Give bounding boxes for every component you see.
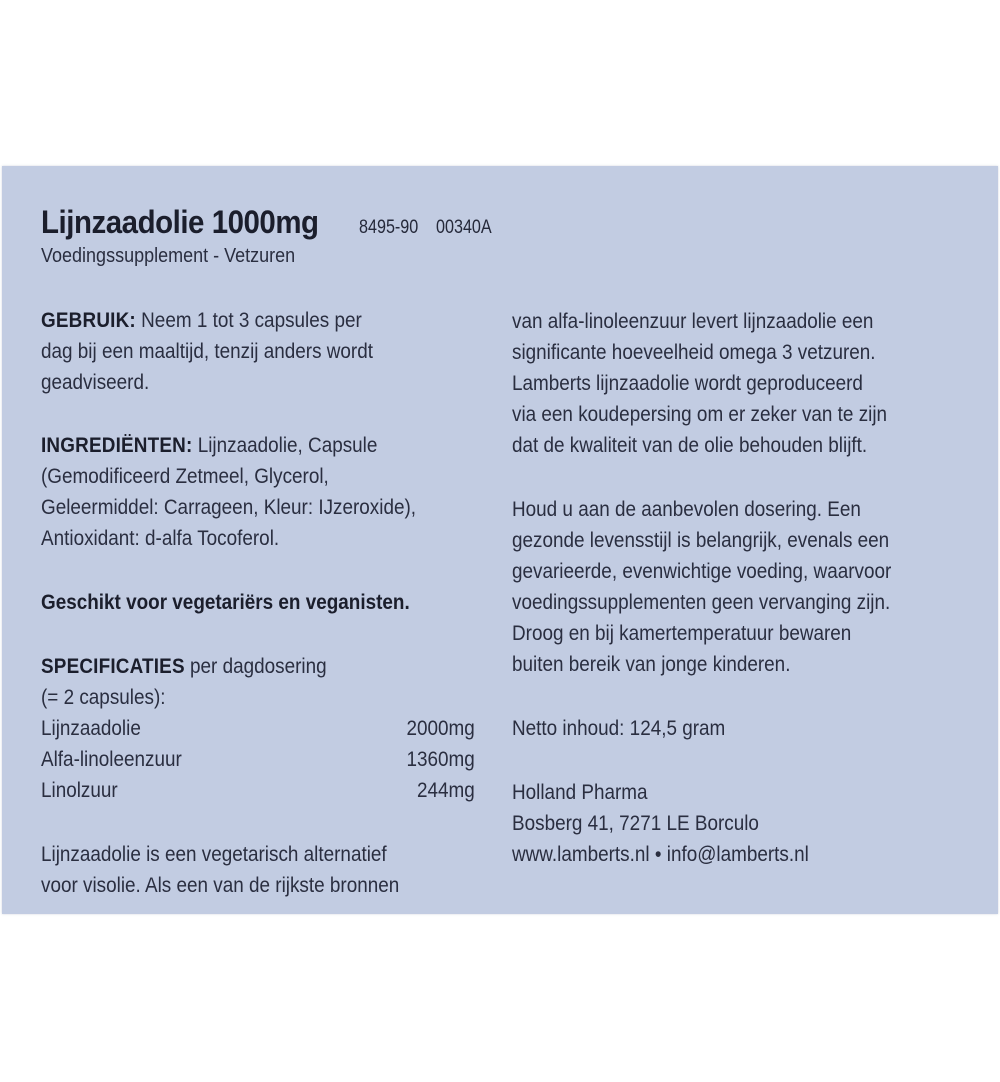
- description-line: voor visolie. Als een van de rijkste bronnen: [41, 874, 400, 897]
- ingredients-line: (Gemodificeerd Zetmeel, Glycerol,: [41, 465, 329, 488]
- product-subtitle: Voedingssupplement - Vetzuren: [41, 245, 296, 267]
- bullet-separator: •: [654, 843, 662, 866]
- right-column: [512, 306, 982, 870]
- description-right: [512, 306, 935, 461]
- company-name: Holland Pharma: [512, 781, 648, 804]
- usage-line: dag bij een maaltijd, tenzij anders wordt: [41, 340, 373, 363]
- warning-section: [512, 494, 935, 680]
- table-row: [41, 775, 475, 806]
- specifications-heading: SPECIFICATIES: [41, 655, 185, 678]
- description-line: via een koudepersing om er zeker van te zijn: [512, 403, 888, 426]
- table-row: [41, 713, 475, 744]
- spec-value: 1360mg: [406, 748, 475, 771]
- description-line: Lijnzaadolie is een vegetarisch alternatief: [41, 843, 387, 866]
- ingredients-line: Lijnzaadolie, Capsule: [197, 434, 378, 457]
- ingredients-line: Antioxidant: d-alfa Tocoferol.: [41, 527, 280, 550]
- spec-value: 2000mg: [406, 717, 475, 740]
- description-left: [41, 839, 464, 901]
- usage-section: [41, 305, 464, 398]
- warning-line: Droog en bij kamertemperatuur bewaren: [512, 622, 852, 645]
- usage-heading: GEBRUIK:: [41, 309, 136, 332]
- email-link[interactable]: info@lamberts.nl: [666, 843, 809, 866]
- usage-line: geadviseerd.: [41, 371, 150, 394]
- warning-line: gevarieerde, evenwichtige voeding, waarvoor: [512, 560, 892, 583]
- warning-line: Houd u aan de aanbevolen dosering. Een: [512, 498, 861, 521]
- description-line: significante hoeveelheid omega 3 vetzuren.: [512, 341, 876, 364]
- ingredients-line: Geleermiddel: Carrageen, Kleur: IJzeroxide),: [41, 496, 417, 519]
- product-code: 8495-90: [358, 217, 418, 238]
- company-address: Bosberg 41, 7271 LE Borculo: [512, 812, 759, 835]
- usage-line: Neem 1 tot 3 capsules per: [141, 309, 362, 332]
- warning-line: voedingssupplementen geen vervanging zijn.: [512, 591, 891, 614]
- dose-note: (= 2 capsules):: [41, 686, 166, 709]
- net-content: Netto inhoud: 124,5 gram: [512, 717, 726, 740]
- ingredients-heading: INGREDIËNTEN:: [41, 434, 193, 457]
- spec-value: 244mg: [417, 779, 475, 802]
- company-info: [512, 777, 935, 870]
- table-row: [41, 744, 475, 775]
- spec-name: Lijnzaadolie: [41, 717, 141, 740]
- specifications-heading-suffix: per dagdosering: [190, 655, 327, 678]
- spec-name: Alfa-linoleenzuur: [41, 748, 182, 771]
- description-line: van alfa-linoleenzuur levert lijnzaadolie een: [512, 310, 874, 333]
- description-line: Lamberts lijnzaadolie wordt geproduceerd: [512, 372, 863, 395]
- specifications-table: [41, 713, 473, 806]
- description-line: dat de kwaliteit van de olie behouden blijft.: [512, 434, 868, 457]
- warning-line: gezonde levensstijl is belangrijk, evenals een: [512, 529, 890, 552]
- product-title: Lijnzaadolie 1000mg: [41, 204, 319, 240]
- specifications-section: [41, 651, 475, 806]
- suitability-statement: Geschikt voor vegetariërs en veganisten.: [41, 591, 410, 614]
- left-column: [41, 305, 511, 901]
- warning-line: buiten bereik van jonge kinderen.: [512, 653, 791, 676]
- batch-code: 00340A: [436, 217, 493, 238]
- title-row: [41, 204, 502, 241]
- website-link[interactable]: www.lamberts.nl: [512, 843, 650, 866]
- spec-name: Linolzuur: [41, 779, 118, 802]
- ingredients-section: [41, 430, 464, 554]
